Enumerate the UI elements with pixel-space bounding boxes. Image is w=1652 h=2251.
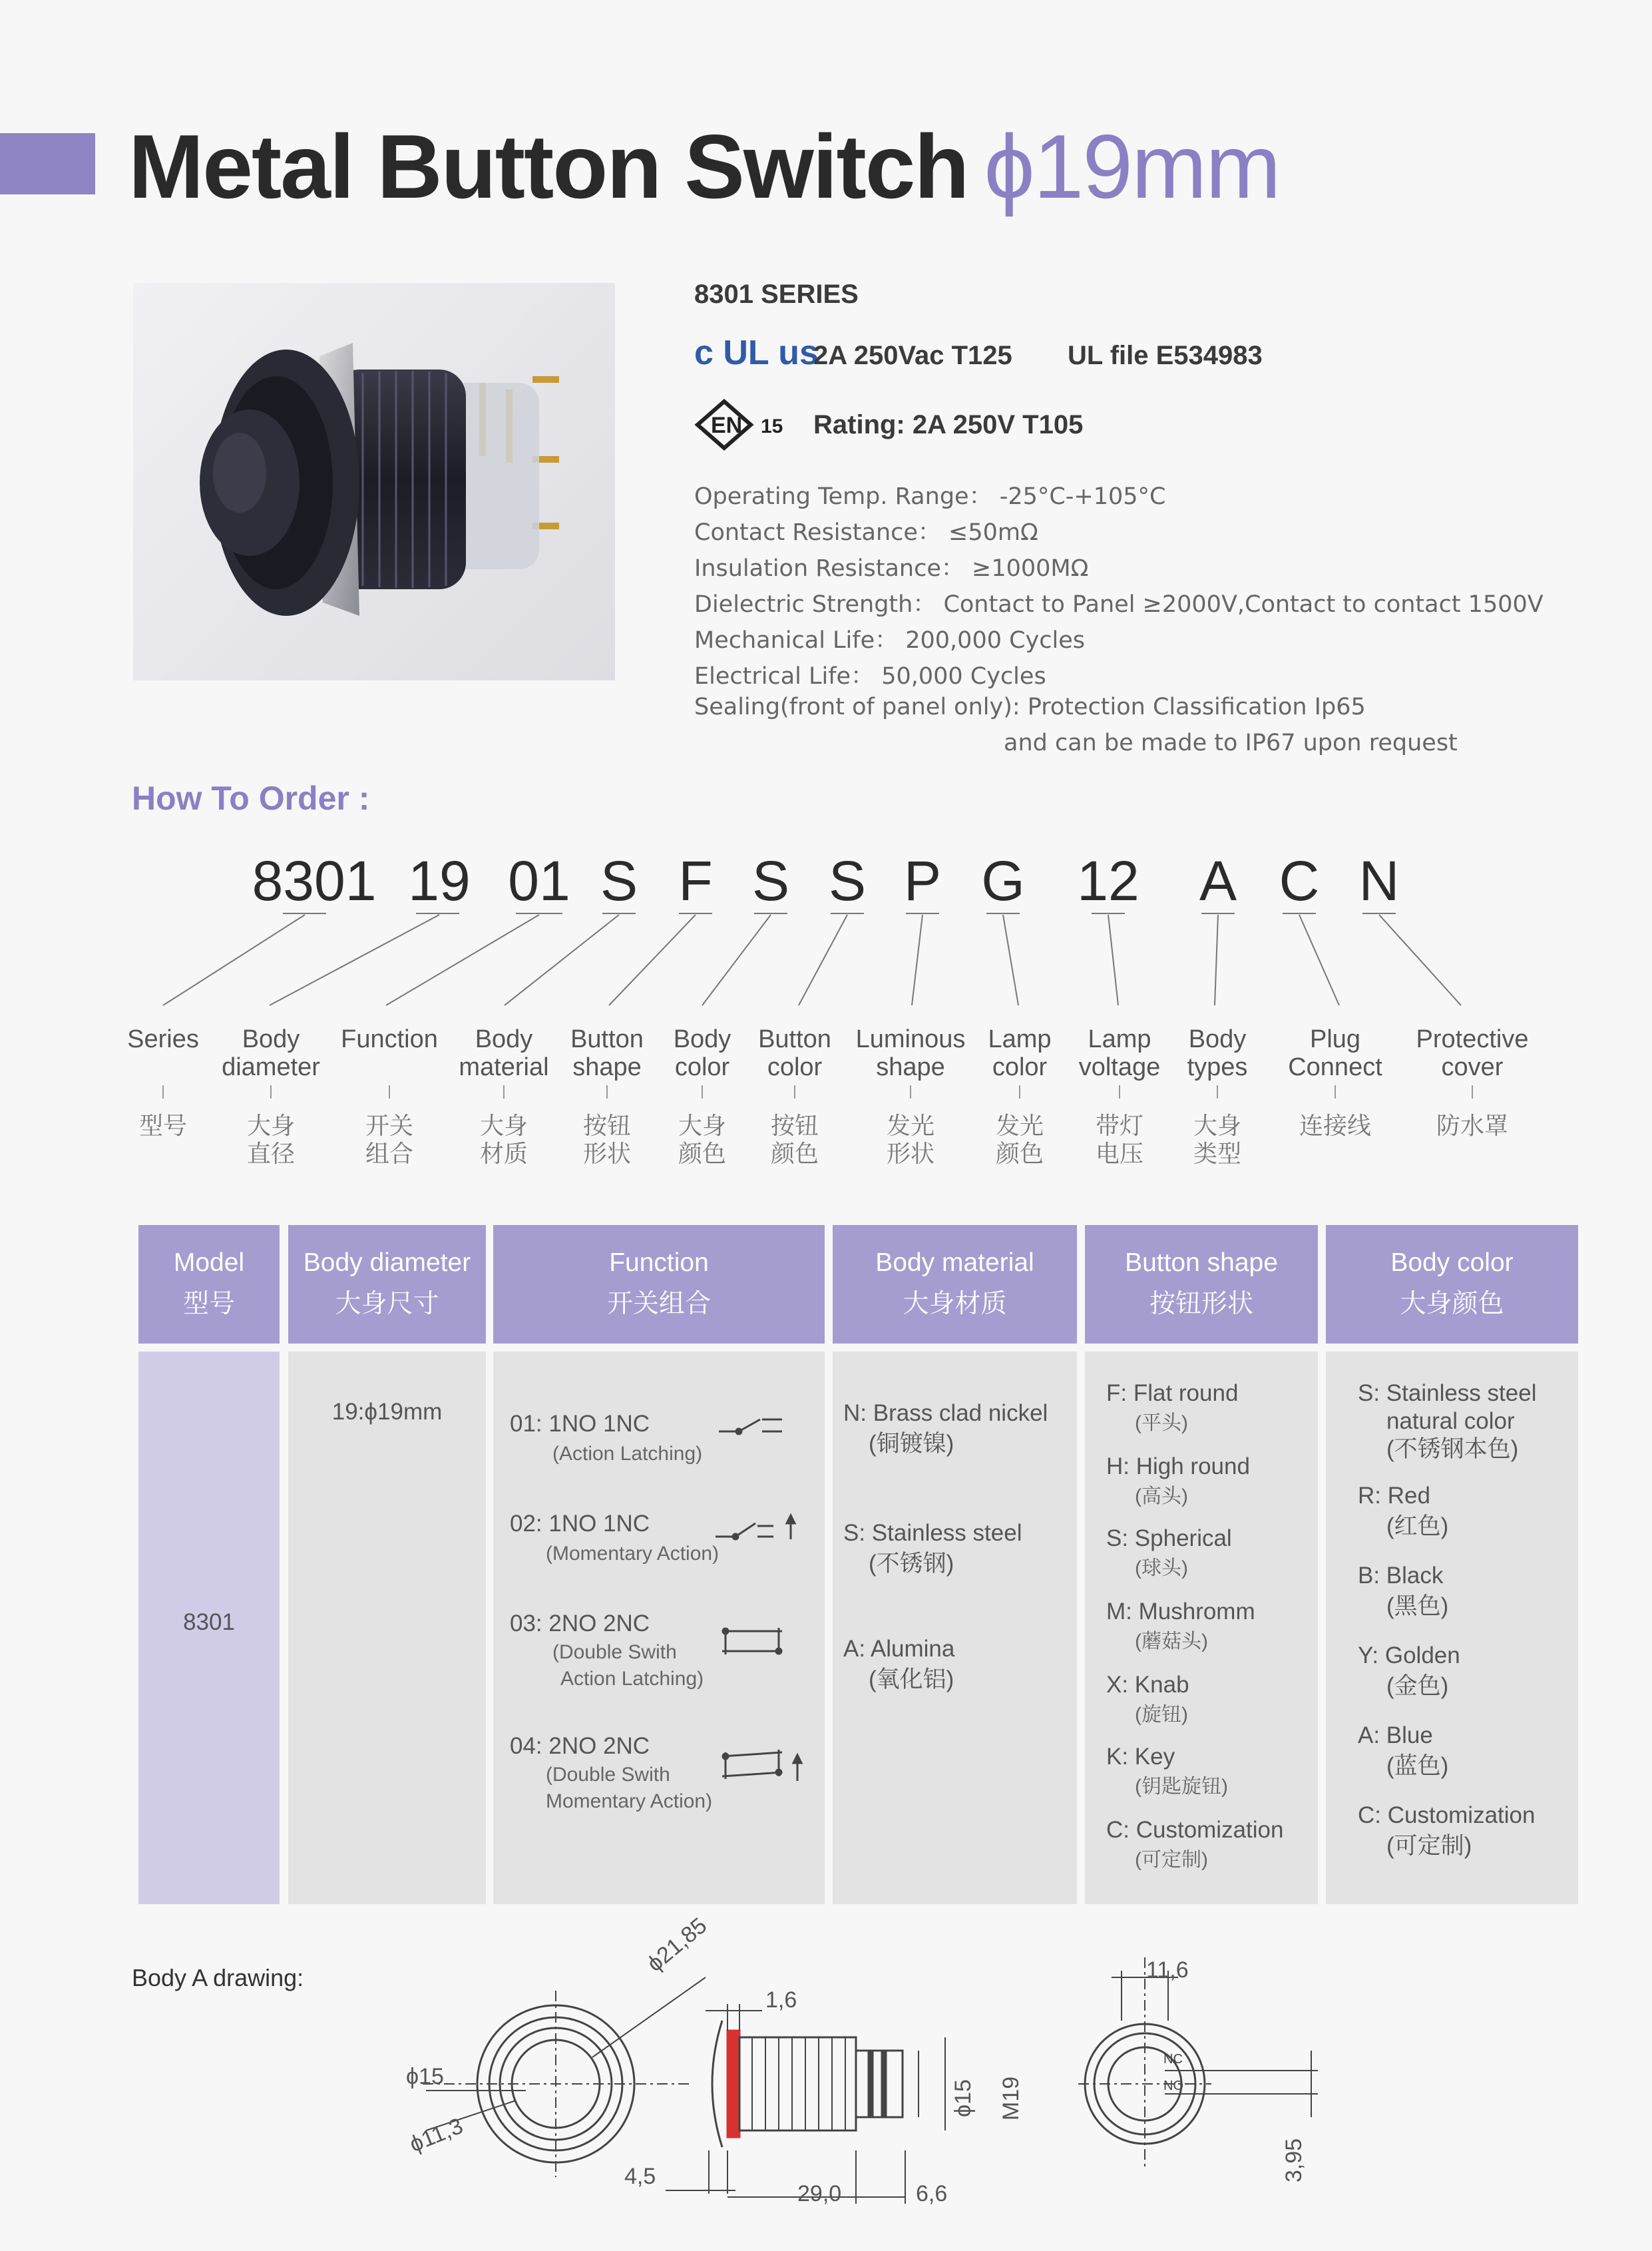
color-y: Y: Golden [1358, 1642, 1460, 1668]
series-label: 8301 SERIES [694, 280, 859, 309]
shape-f-cn: (平头) [1135, 1412, 1188, 1434]
order-label-button-color-cn: 按钮 颜色 [770, 1112, 819, 1167]
order-code: G [981, 850, 1025, 912]
order-code: 19 [408, 850, 471, 912]
function-04: 04: 2NO 2NC [510, 1733, 650, 1759]
table-header-function: Function 开关组合 [493, 1225, 825, 1344]
color-a: A: Blue [1358, 1722, 1433, 1748]
shape-m: M: Mushromm [1106, 1599, 1255, 1625]
order-label-protective-cover-cn: 防水罩 [1436, 1112, 1508, 1139]
color-s-cn: (不锈钢本色) [1386, 1436, 1519, 1462]
title-diameter: ϕ19mm [984, 116, 1280, 217]
order-code: P [903, 850, 942, 912]
order-label-function: Function [341, 1025, 438, 1053]
material-a-cn: (氧化铝) [869, 1666, 954, 1692]
order-label-body-color-cn: 大身 颜色 [678, 1112, 726, 1167]
dim-l66: 6,6 [916, 2181, 948, 2206]
shape-s-cn: (球头) [1135, 1557, 1188, 1579]
function-01-desc: (Action Latching) [552, 1443, 703, 1465]
order-code: A [1199, 850, 1237, 912]
order-label-body-material-cn: 大身 材质 [479, 1112, 528, 1167]
model-value: 8301 [183, 1609, 235, 1635]
title-text: Metal Button Switch [128, 116, 968, 217]
order-label-body-types: Body types [1187, 1025, 1248, 1081]
order-label-luminous-shape: Luminous shape [855, 1025, 966, 1081]
function-02: 02: 1NO 1NC [510, 1511, 650, 1537]
shape-c: C: Customization [1106, 1817, 1284, 1843]
color-s-2: natural color [1386, 1408, 1515, 1434]
shape-c-cn: (可定制) [1135, 1849, 1208, 1871]
shape-s: S: Spherical [1106, 1525, 1232, 1551]
material-a: A: Alumina [843, 1636, 955, 1662]
table-header-button-shape: Button shape 按钮形状 [1085, 1225, 1318, 1344]
drawing-title: Body A drawing: [132, 1964, 304, 1991]
order-code: S [751, 850, 790, 912]
color-b: B: Black [1358, 1563, 1444, 1589]
order-label-button-shape: Button shape [570, 1025, 644, 1081]
dim-m19: M19 [998, 2076, 1024, 2121]
order-code: 12 [1077, 850, 1139, 912]
switch-symbol-icons [712, 1405, 819, 1831]
shape-k: K: Key [1106, 1744, 1175, 1770]
color-r: R: Red [1358, 1483, 1430, 1509]
body-drawing [373, 1931, 1384, 2224]
order-label-plug-connect: Plug Connect [1288, 1025, 1382, 1081]
material-s: S: Stainless steel [843, 1520, 1022, 1546]
order-label-plug-connect-cn: 连接线 [1299, 1112, 1371, 1139]
order-label-body-material: Body material [459, 1025, 549, 1081]
order-label-series-cn: 型号 [138, 1112, 187, 1139]
function-03-desc-2: Action Latching) [560, 1668, 704, 1690]
spec-electrical-life: Electrical Life： 50,000 Cycles [694, 663, 1046, 690]
order-code: F [678, 850, 713, 912]
enec-logo-icon [694, 398, 787, 451]
function-02-desc: (Momentary Action) [546, 1543, 720, 1565]
material-n: N: Brass clad nickel [843, 1400, 1048, 1426]
spec-insulation: Insulation Resistance： ≥1000MΩ [694, 555, 1089, 582]
spec-mechanical-life: Mechanical Life： 200,000 Cycles [694, 627, 1086, 654]
spec-dielectric: Dielectric Strength： Contact to Panel ≥2000V,Contact to contact 1500V [694, 591, 1544, 618]
order-label-lamp-color: Lamp color [988, 1025, 1052, 1081]
ul-logo-icon: c UL us [694, 334, 819, 372]
dim-t45: 4,5 [624, 2164, 656, 2189]
dim-w116: 11,6 [1146, 1957, 1189, 1983]
shape-m-cn: (蘑菇头) [1135, 1630, 1208, 1652]
order-label-luminous-shape-cn: 发光 形状 [886, 1112, 934, 1167]
dim-t16: 1,6 [765, 1987, 797, 2013]
color-c-cn: (可定制) [1386, 1833, 1472, 1859]
order-label-lamp-color-cn: 发光 颜色 [995, 1112, 1044, 1167]
function-03: 03: 2NO 2NC [510, 1611, 650, 1636]
table-header-model: Model 型号 [138, 1225, 280, 1344]
order-label-body-diameter-cn: 大身 直径 [246, 1112, 295, 1167]
order-label-lamp-voltage: Lamp voltage [1078, 1025, 1161, 1081]
order-label-lamp-voltage-cn: 带灯 电压 [1095, 1112, 1143, 1167]
svg-text:15: 15 [761, 415, 783, 437]
shape-f: F: Flat round [1106, 1380, 1239, 1406]
spec-sealing: Sealing(front of panel only): Protection Classification Ip65 [694, 694, 1366, 720]
product-photo [133, 283, 615, 680]
order-code: 8301 [252, 850, 377, 912]
dim-d11: ϕ11,3 [406, 2113, 467, 2158]
table-header-body-diameter: Body diameter 大身尺寸 [288, 1225, 486, 1344]
table-header-body-material: Body material 大身材质 [833, 1225, 1077, 1344]
order-label-button-color: Button color [758, 1025, 831, 1081]
page-title [128, 113, 1280, 220]
pin-nc-label: NC [1163, 2052, 1183, 2067]
ul-rating: 2A 250Vac T125 [813, 341, 1012, 370]
color-r-cn: (红色) [1386, 1513, 1449, 1539]
material-s-cn: (不锈钢) [869, 1551, 954, 1577]
order-label-body-types-cn: 大身 类型 [1193, 1112, 1241, 1167]
diameter-value: 19:ϕ19mm [331, 1399, 443, 1425]
order-code: N [1358, 850, 1400, 912]
order-label-protective-cover: Protective cover [1416, 1025, 1529, 1081]
table-header-body-color: Body color 大身颜色 [1326, 1225, 1578, 1344]
function-04-desc: (Double Swith [546, 1764, 670, 1786]
order-code: 01 [508, 850, 570, 912]
switch-illustration [133, 283, 615, 680]
order-label-button-shape-cn: 按钮 形状 [582, 1112, 631, 1167]
color-s: S: Stainless steel [1358, 1380, 1537, 1406]
color-c: C: Customization [1358, 1802, 1536, 1828]
dim-l29: 29,0 [797, 2181, 842, 2206]
color-a-cn: (蓝色) [1386, 1753, 1449, 1779]
dim-h395: 3,95 [1281, 2138, 1307, 2182]
function-03-desc: (Double Swith [552, 1641, 677, 1663]
function-04-desc-2: Momentary Action) [546, 1790, 713, 1812]
shape-k-cn: (钥匙旋钮) [1135, 1776, 1228, 1798]
shape-h-cn: (高头) [1135, 1485, 1188, 1507]
material-n-cn: (铜镀镍) [869, 1431, 954, 1457]
color-y-cn: (金色) [1386, 1673, 1449, 1699]
shape-h: H: High round [1106, 1453, 1250, 1479]
spec-temp: Operating Temp. Range： -25°C-+105°C [694, 483, 1166, 510]
dim-v15: ϕ15 [950, 2079, 976, 2117]
spec-sealing-2: and can be made to IP67 upon request [1004, 730, 1458, 756]
pin-no-label: NO [1163, 2079, 1183, 2093]
how-to-order-title: How To Order : [132, 780, 370, 817]
enec-rating: Rating: 2A 250V T105 [813, 410, 1084, 439]
svg-text:EN: EN [711, 413, 743, 438]
order-code: S [828, 850, 867, 912]
shape-x: X: Knab [1106, 1672, 1189, 1698]
color-b-cn: (黑色) [1386, 1593, 1449, 1619]
function-01: 01: 1NO 1NC [510, 1411, 650, 1437]
spec-contact-resistance: Contact Resistance： ≤50mΩ [694, 519, 1038, 546]
shape-x-cn: (旋钮) [1135, 1704, 1188, 1726]
table-cell-body-diameter [288, 1352, 486, 1904]
ul-file: UL file E534983 [1068, 341, 1263, 370]
order-label-body-color: Body color [673, 1025, 731, 1081]
dim-d21: ϕ21,85 [642, 1913, 712, 1977]
order-label-function-cn: 开关 组合 [365, 1112, 413, 1167]
order-code: C [1279, 850, 1320, 912]
accent-bar [0, 133, 95, 194]
order-label-body-diameter: Body diameter [222, 1025, 320, 1081]
dim-d15: ϕ15 [406, 2064, 444, 2089]
order-code: S [600, 850, 638, 912]
order-label-series: Series [127, 1025, 199, 1053]
